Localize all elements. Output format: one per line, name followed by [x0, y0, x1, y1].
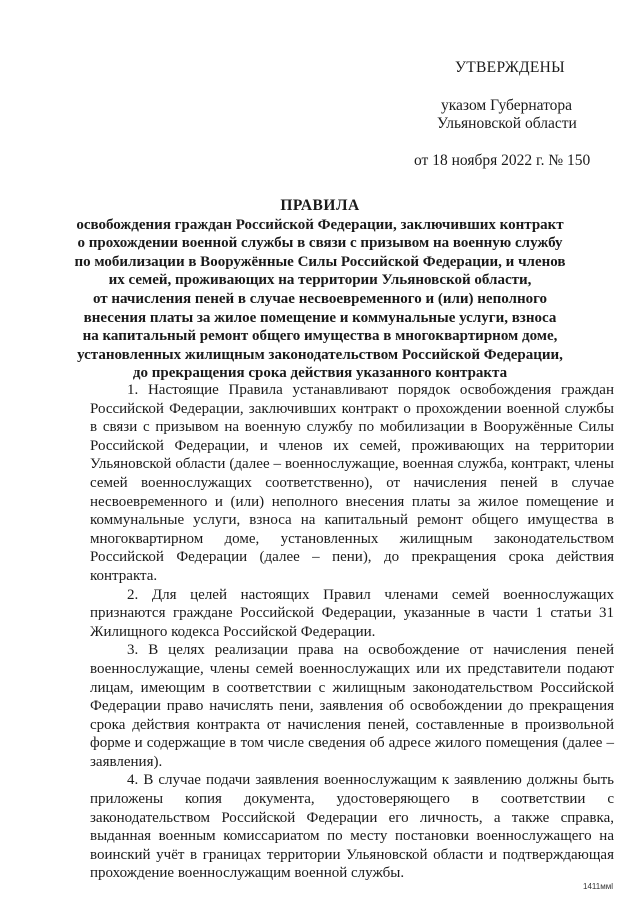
title-line: освобождения граждан Российской Федерации, заключивших контракт	[76, 216, 564, 233]
title-line: до прекращения срока действия указанного контракта	[132, 365, 508, 382]
paragraph-2: 2. Для целей настоящих Правил членами семей военнослужащих признаются граждане Российской Федерации, указанные в части 1 статьи 31 Жилищного кодекса Российской Федерации.	[90, 586, 614, 640]
paragraph-1: 1. Настоящие Правила устанавливают порядок освобождения граждан Российской Федерации, заключивших контракт о прохождении военной службы в связи с призывом на военную службу по мобилизации в Вооружённые Силы Российской Федерации, и членов их семей, проживающих на территории Ульяновской области (далее – военнослужащие, военная служба, контракт, члены семей военнослужащих соответственно), от начисления пеней в случае несвоевременного и (или) неполного внесения платы за жилое помещение и коммунальные услуги, взноса на капитальный ремонт общего имущества в многоквартирном доме, установленных жилищным законодательством Российской Федерации (далее – пени), до прекращения срока действия контракта.	[90, 382, 614, 584]
title-line: по мобилизации в Вооружённые Силы Российской Федерации, и членов	[74, 253, 566, 270]
title-line: их семей, проживающих на территории Ульяновской области,	[108, 272, 532, 289]
document-code: 1411ммl	[583, 882, 613, 891]
title-line: внесения платы за жилое помещение и коммунальные услуги, взноса	[83, 309, 557, 326]
region-line: Ульяновской области	[437, 115, 577, 132]
decree-line: указом Губернатора	[441, 97, 573, 114]
decree-date: от 18 ноября 2022 г. № 150	[414, 152, 591, 169]
title-heading: ПРАВИЛА	[280, 197, 360, 214]
document-title	[70, 197, 570, 383]
approved-label: УТВЕРЖДЕНЫ	[455, 59, 565, 76]
title-line: о прохождении военной службы в связи с призывом на военную службу	[77, 235, 563, 252]
paragraph-4: 4. В случае подачи заявления военнослужащим к заявлению должны быть приложены копия документа, удостоверяющего в соответствии с законодательством Российской Федерации его личность, а также справка, выданная военным комиссариатом по месту постановки военнослужащего на воинский учёт в границах территории Ульяновской области и подтверждающая прохождение военнослужащим военной службы.	[90, 772, 614, 882]
title-line: установленных жилищным законодательством Российской Федерации,	[77, 346, 563, 363]
title-line: на капитальный ремонт общего имущества в многоквартирном доме,	[82, 328, 558, 345]
paragraph-3: 3. В целях реализации права на освобождение от начисления пеней военнослужащие, члены семей военнослужащих или их представители подают лицам, имеющим в соответствии с жилищным законодательством Российской Федерации право начислять пени, заявления об освобождении до прекращения срока действия контракта от начисления пеней, составленные в произвольной форме и содержащие в том числе сведения об адресе жилого помещения (далее – заявления).	[90, 642, 614, 770]
title-line: от начисления пеней в случае несвоевременного и (или) неполного	[92, 290, 548, 307]
document-body	[90, 381, 614, 883]
